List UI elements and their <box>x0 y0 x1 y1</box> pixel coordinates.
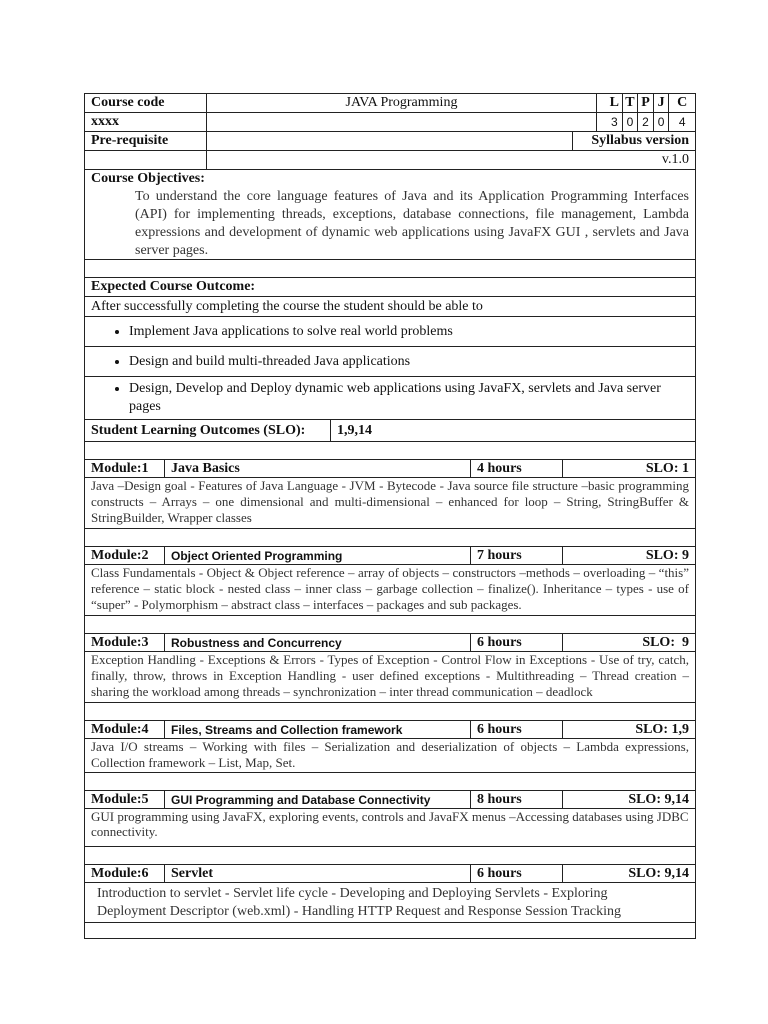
ltpjc-label-t: T <box>623 94 639 112</box>
module-2-label: Module:2 <box>85 547 165 564</box>
module-3-hours: 6 hours <box>471 634 563 651</box>
objectives-row <box>85 170 695 260</box>
module-2-header <box>85 547 695 565</box>
outcome-title: Expected Course Outcome: <box>85 278 695 297</box>
outcome-item-2: • Design and build multi-threaded Java applications <box>129 353 410 371</box>
module-4-hours: 6 hours <box>471 721 563 738</box>
module-5-text: GUI programming using JavaFX, exploring events, controls and JavaFX menus –Accessing databases using JDBC connectivity. <box>85 809 695 847</box>
syllabus-table <box>84 93 696 939</box>
blank-cell <box>85 151 207 169</box>
spacer-row <box>85 442 695 460</box>
module-3-label: Module:3 <box>85 634 165 651</box>
prerequisite-value-cell <box>207 132 573 150</box>
module-6-label: Module:6 <box>85 865 165 882</box>
module-5-label: Module:5 <box>85 791 165 808</box>
spacer-row <box>85 260 695 278</box>
module-6-text: Introduction to servlet - Servlet life cycle - Developing and Deploying Servlets - Exploring Deployment Descriptor (web.xml) - Handling HTTP Request and Response Session Tracking <box>85 883 695 923</box>
header-row-2 <box>85 113 695 132</box>
syllabus-version-value: v.1.0 <box>661 152 689 167</box>
module-4-title: Files, Streams and Collection framework <box>165 721 471 738</box>
module-1-text: Java –Design goal - Features of Java Language - JVM - Bytecode - Java source file structure –basic programming constructs – Arrays – one dimensional and multi-dimensional – enhanced for loop – String, StringBuffer & StringBuilder, Wrapper classes <box>85 478 695 529</box>
module-3-text: Exception Handling - Exceptions & Errors - Types of Exception - Control Flow in Exceptions - Use of try, catch, finally, throw, throws in Exception Handling - user defined exceptions - Multithreading – Thread creation – sharing the workload among threads – synchronization – inter thread communication – deadlock <box>85 652 695 703</box>
ltpjc-value-l: 3 <box>607 113 623 131</box>
module-1-header <box>85 460 695 478</box>
module-5-header <box>85 791 695 809</box>
module-5-title: GUI Programming and Database Connectivity <box>165 791 471 808</box>
module-5-hours: 8 hours <box>471 791 563 808</box>
module-2-slo: SLO: 9 <box>645 548 689 563</box>
objectives-text: To understand the core language features of Java and its Application Programming Interfaces (API) for implementing threads, exceptions, database connections, file management, Lambda expressions and development of dynamic web applications using JavaFX GUI , servlets and Java server pages. <box>135 189 689 258</box>
module-3-title: Robustness and Concurrency <box>165 634 471 651</box>
spacer-row <box>85 703 695 721</box>
ltpjc-label-c: C <box>677 95 688 110</box>
header-row-1 <box>85 94 695 113</box>
module-2-text: Class Fundamentals - Object & Object reference – array of objects – constructors –methods – overloading – “this” reference – static block - nested class – inner class – garbage collection – finalize(). Inheritance – types - use of “super” - Polymorphism – abstract class – interfaces – packages and sub packages. <box>85 565 695 616</box>
ltpjc-header <box>597 94 695 112</box>
ltpjc-value-c: 4 <box>678 115 686 129</box>
module-1-title: Java Basics <box>165 460 471 477</box>
slo-row <box>85 420 695 442</box>
course-code-value: xxxx <box>85 113 207 131</box>
module-4-header <box>85 721 695 739</box>
module-2-hours: 7 hours <box>471 547 563 564</box>
ltpjc-label-j: J <box>654 94 670 112</box>
module-1-label: Module:1 <box>85 460 165 477</box>
course-code-label: Course code <box>85 94 207 112</box>
outcome-item-1: • Implement Java applications to solve real world problems <box>129 323 453 341</box>
course-code-empty-cell <box>207 113 597 131</box>
module-2-title: Object Oriented Programming <box>165 547 471 564</box>
ltpjc-value-p: 2 <box>638 113 654 131</box>
syllabus-version-row <box>85 151 695 170</box>
module-4-text: Java I/O streams – Working with files – Serialization and deserialization of objects – Lambda expressions, Collection framework – List, Map, Set. <box>85 739 695 773</box>
spacer-row <box>85 923 695 939</box>
outcome-intro: After successfully completing the course the student should be able to <box>85 297 695 317</box>
outcome-item-3: • Design, Develop and Deploy dynamic web applications using JavaFX, servlets and Java server pages <box>129 380 675 416</box>
module-5-slo: SLO: 9,14 <box>628 792 689 807</box>
module-6-slo: SLO: 9,14 <box>628 866 689 881</box>
ltpjc-value-t: 0 <box>623 113 639 131</box>
spacer-row <box>85 616 695 634</box>
outcome-item-1-row <box>85 317 695 347</box>
module-1-hours: 4 hours <box>471 460 563 477</box>
ltpjc-label-l: L <box>607 94 623 112</box>
course-title: JAVA Programming <box>207 94 597 112</box>
objectives-title: Course Objectives: <box>91 171 205 186</box>
spacer-row <box>85 529 695 547</box>
module-6-title: Servlet <box>165 865 471 882</box>
slo-value: 1,9,14 <box>337 422 372 438</box>
ltpjc-label-p: P <box>638 94 654 112</box>
ltpjc-value-j: 0 <box>654 113 670 131</box>
slo-label: Student Learning Outcomes (SLO): <box>85 420 331 442</box>
syllabus-version-label: Syllabus version <box>591 133 689 148</box>
module-4-label: Module:4 <box>85 721 165 738</box>
prerequisite-label: Pre-requisite <box>85 132 207 150</box>
module-1-slo: SLO: 1 <box>645 461 689 476</box>
prerequisite-row <box>85 132 695 151</box>
outcome-item-3-row <box>85 377 695 420</box>
ltpjc-values <box>597 113 695 131</box>
module-6-header <box>85 865 695 883</box>
module-3-slo: SLO: 9 <box>642 635 689 650</box>
module-4-slo: SLO: 1,9 <box>635 722 689 737</box>
module-6-hours: 6 hours <box>471 865 563 882</box>
spacer-row <box>85 773 695 791</box>
outcome-item-2-row <box>85 347 695 377</box>
module-3-header <box>85 634 695 652</box>
spacer-row <box>85 847 695 865</box>
